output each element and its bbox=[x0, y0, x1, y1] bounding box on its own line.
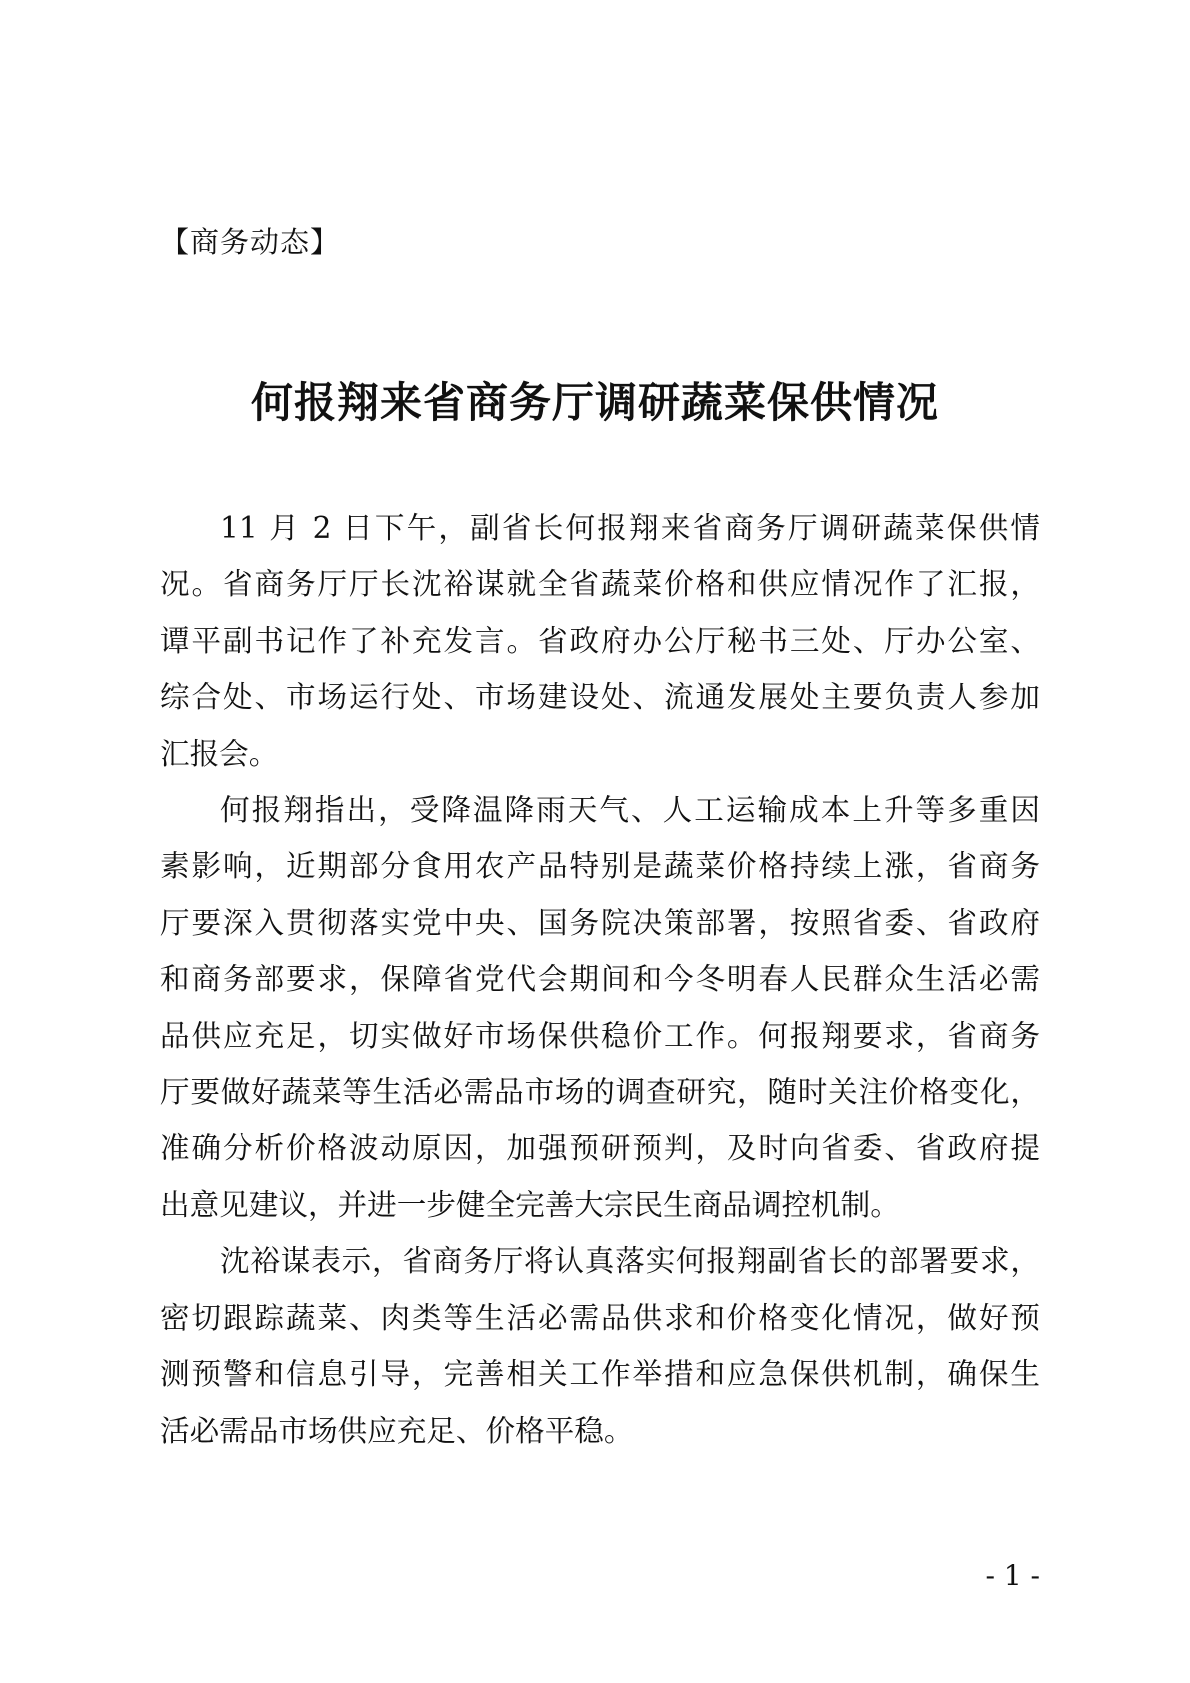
paragraph-line: 11 月 2 日下午，副省长何报翔来省商务厅调研蔬菜保供情 bbox=[220, 511, 1040, 545]
paragraph-line: 况。省商务厅厅长沈裕谋就全省蔬菜价格和供应情况作了汇报， bbox=[160, 567, 1040, 602]
paragraph-line: 谭平副书记作了补充发言。省政府办公厅秘书三处、厅办公室、 bbox=[160, 623, 1040, 658]
paragraph-line: 汇报会。 bbox=[160, 736, 279, 771]
paragraph-1 bbox=[160, 500, 1040, 782]
paragraph-line: 出意见建议，并进一步健全完善大宗民生商品调控机制。 bbox=[160, 1187, 900, 1222]
section-tag: 【商务动态】 bbox=[160, 225, 341, 259]
paragraph-line: 综合处、市场运行处、市场建设处、流通发展处主要负责人参加 bbox=[160, 680, 1040, 715]
article-title: 何报翔来省商务厅调研蔬菜保供情况 bbox=[250, 378, 939, 427]
paragraph-line: 活必需品市场供应充足、价格平稳。 bbox=[160, 1413, 634, 1448]
paragraph-line: 准确分析价格波动原因，加强预研预判，及时向省委、省政府提 bbox=[160, 1131, 1040, 1166]
page-number: - 1 - bbox=[985, 1559, 1040, 1592]
paragraph-line: 厅要做好蔬菜等生活必需品市场的调查研究，随时关注价格变化， bbox=[160, 1075, 1040, 1110]
paragraph-line: 测预警和信息引导，完善相关工作举措和应急保供机制，确保生 bbox=[160, 1357, 1040, 1392]
paragraph-2 bbox=[160, 782, 1040, 1233]
paragraph-line: 和商务部要求，保障省党代会期间和今冬明春人民群众生活必需 bbox=[160, 962, 1040, 997]
paragraph-line: 厅要深入贯彻落实党中央、国务院决策部署，按照省委、省政府 bbox=[160, 905, 1040, 940]
paragraph-line: 品供应充足，切实做好市场保供稳价工作。何报翔要求，省商务 bbox=[160, 1018, 1040, 1053]
paragraph-line: 沈裕谋表示，省商务厅将认真落实何报翔副省长的部署要求， bbox=[220, 1244, 1040, 1279]
paragraph-line: 密切跟踪蔬菜、肉类等生活必需品供求和价格变化情况，做好预 bbox=[160, 1300, 1040, 1335]
paragraph-3 bbox=[160, 1233, 1040, 1459]
article-body bbox=[160, 500, 1040, 1459]
paragraph-line: 素影响，近期部分食用农产品特别是蔬菜价格持续上涨，省商务 bbox=[160, 849, 1040, 884]
paragraph-line: 何报翔指出，受降温降雨天气、人工运输成本上升等多重因 bbox=[220, 793, 1040, 828]
